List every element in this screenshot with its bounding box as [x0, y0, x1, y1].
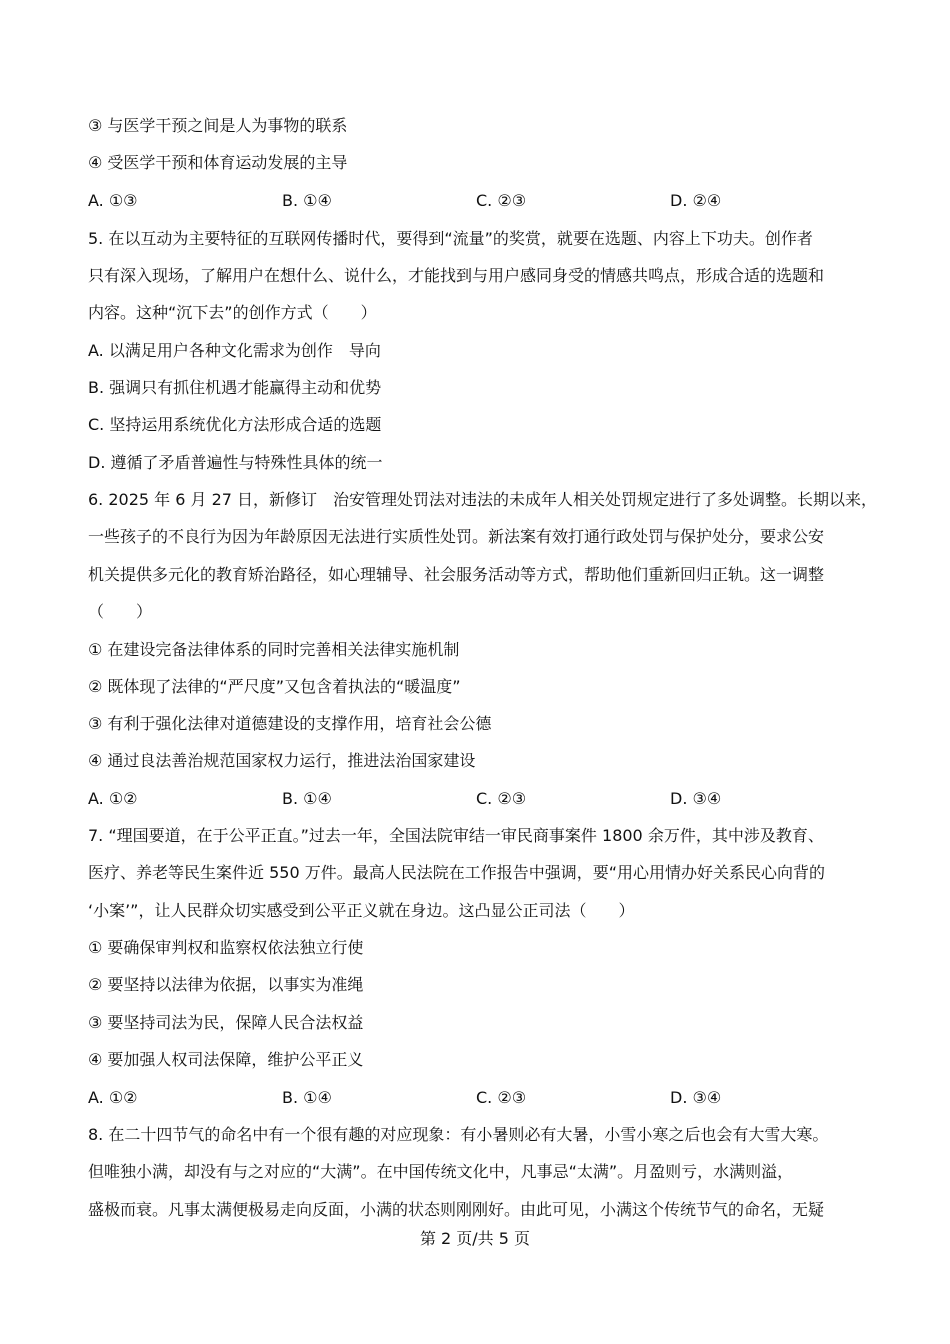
q7-statement-2: ② 要坚持以法律为依据，以事实为准绳	[88, 975, 364, 994]
q6-options	[88, 787, 888, 811]
q4-statement-3: ③ 与医学干预之间是人为事物的联系	[88, 116, 348, 135]
q6-stem-line-1: 6. 2025 年 6 月 27 日，新修订 治安管理处罚法对违法的未成年人相关处罚规定进行了多处调整。长期以来，	[88, 490, 878, 509]
q6-statement-4: ④ 通过良法善治规范国家权力运行，推进法治国家建设	[88, 751, 476, 770]
q4-statement-4: ④ 受医学干预和体育运动发展的主导	[88, 153, 348, 172]
q6-option-c: C. ②③	[476, 789, 527, 808]
q7-option-c: C. ②③	[476, 1088, 527, 1107]
q5-stem-line-1: 5. 在以互动为主要特征的互联网传播时代，要得到“流量”的奖赏，就要在选题、内容上下功夫。创作者	[88, 229, 813, 248]
q8-stem-line-2: 但唯独小满，却没有与之对应的“大满”。在中国传统文化中，凡事忌“太满”。月盈则亏，水满则溢，	[88, 1162, 794, 1181]
q6-option-d: D. ③④	[670, 789, 722, 808]
q4-option-b: B. ①④	[282, 191, 332, 210]
q6-option-b: B. ①④	[282, 789, 332, 808]
q7-statement-4: ④ 要加强人权司法保障，维护公平正义	[88, 1050, 364, 1069]
q6-stem-line-4: （ ）	[88, 602, 153, 621]
q6-statement-1: ① 在建设完备法律体系的同时完善相关法律实施机制	[88, 640, 460, 659]
q5-stem-line-3: 内容。这种“沉下去”的创作方式（ ）	[88, 303, 377, 322]
q7-stem-line-3: ‘小案’”，让人民群众切实感受到公平正义就在身边。这凸显公正司法（ ）	[88, 901, 635, 920]
q5-stem-line-2: 只有深入现场，了解用户在想什么、说什么，才能找到与用户感同身受的情感共鸣点，形成合适的选题和	[88, 266, 825, 285]
q7-stem-line-1: 7. “理国要道，在于公平正直。”过去一年，全国法院审结一审民商事案件 1800 余万件，其中涉及教育、	[88, 826, 824, 845]
q6-stem-line-3: 机关提供多元化的教育矫治路径，如心理辅导、社会服务活动等方式，帮助他们重新回归正轨。这一调整	[88, 565, 825, 584]
q7-statement-1: ① 要确保审判权和监察权依法独立行使	[88, 938, 364, 957]
q6-statement-3: ③ 有利于强化法律对道德建设的支撑作用，培育社会公德	[88, 714, 492, 733]
q7-option-b: B. ①④	[282, 1088, 332, 1107]
q4-option-d: D. ②④	[670, 191, 722, 210]
q6-stem-line-2: 一些孩子的不良行为因为年龄原因无法进行实质性处罚。新法案有效打通行政处罚与保护处分，要求公安	[88, 527, 825, 546]
q5-choice-b: B. 强调只有抓住机遇才能赢得主动和优势	[88, 378, 382, 397]
q5-choice-c: C. 坚持运用系统优化方法形成合适的选题	[88, 415, 382, 434]
q4-option-a: A. ①③	[88, 191, 138, 210]
q7-option-d: D. ③④	[670, 1088, 722, 1107]
q6-option-a: A. ①②	[88, 789, 138, 808]
q5-choice-d: D. 遵循了矛盾普遍性与特殊性具体的统一	[88, 453, 383, 472]
page-footer: 第 2 页/共 5 页	[419, 1229, 531, 1248]
q7-stem-line-2: 医疗、养老等民生案件近 550 万件。最高人民法院在工作报告中强调，要“用心用情办好关系民心向背的	[88, 863, 826, 882]
q8-stem-line-1: 8. 在二十四节气的命名中有一个很有趣的对应现象：有小暑则必有大暑，小雪小寒之后也会有大雪大寒。	[88, 1125, 829, 1144]
q4-options	[88, 189, 888, 213]
q6-statement-2: ② 既体现了法律的“严尺度”又包含着执法的“暖温度”	[88, 677, 461, 696]
q8-stem-line-3: 盛极而衰。凡事太满便极易走向反面，小满的状态则刚刚好。由此可见，小满这个传统节气的命名，无疑	[88, 1200, 825, 1219]
q4-option-c: C. ②③	[476, 191, 527, 210]
q7-statement-3: ③ 要坚持司法为民，保障人民合法权益	[88, 1013, 364, 1032]
q7-options	[88, 1086, 888, 1110]
q5-choice-a: A. 以满足用户各种文化需求为创作 导向	[88, 341, 381, 360]
q7-option-a: A. ①②	[88, 1088, 138, 1107]
